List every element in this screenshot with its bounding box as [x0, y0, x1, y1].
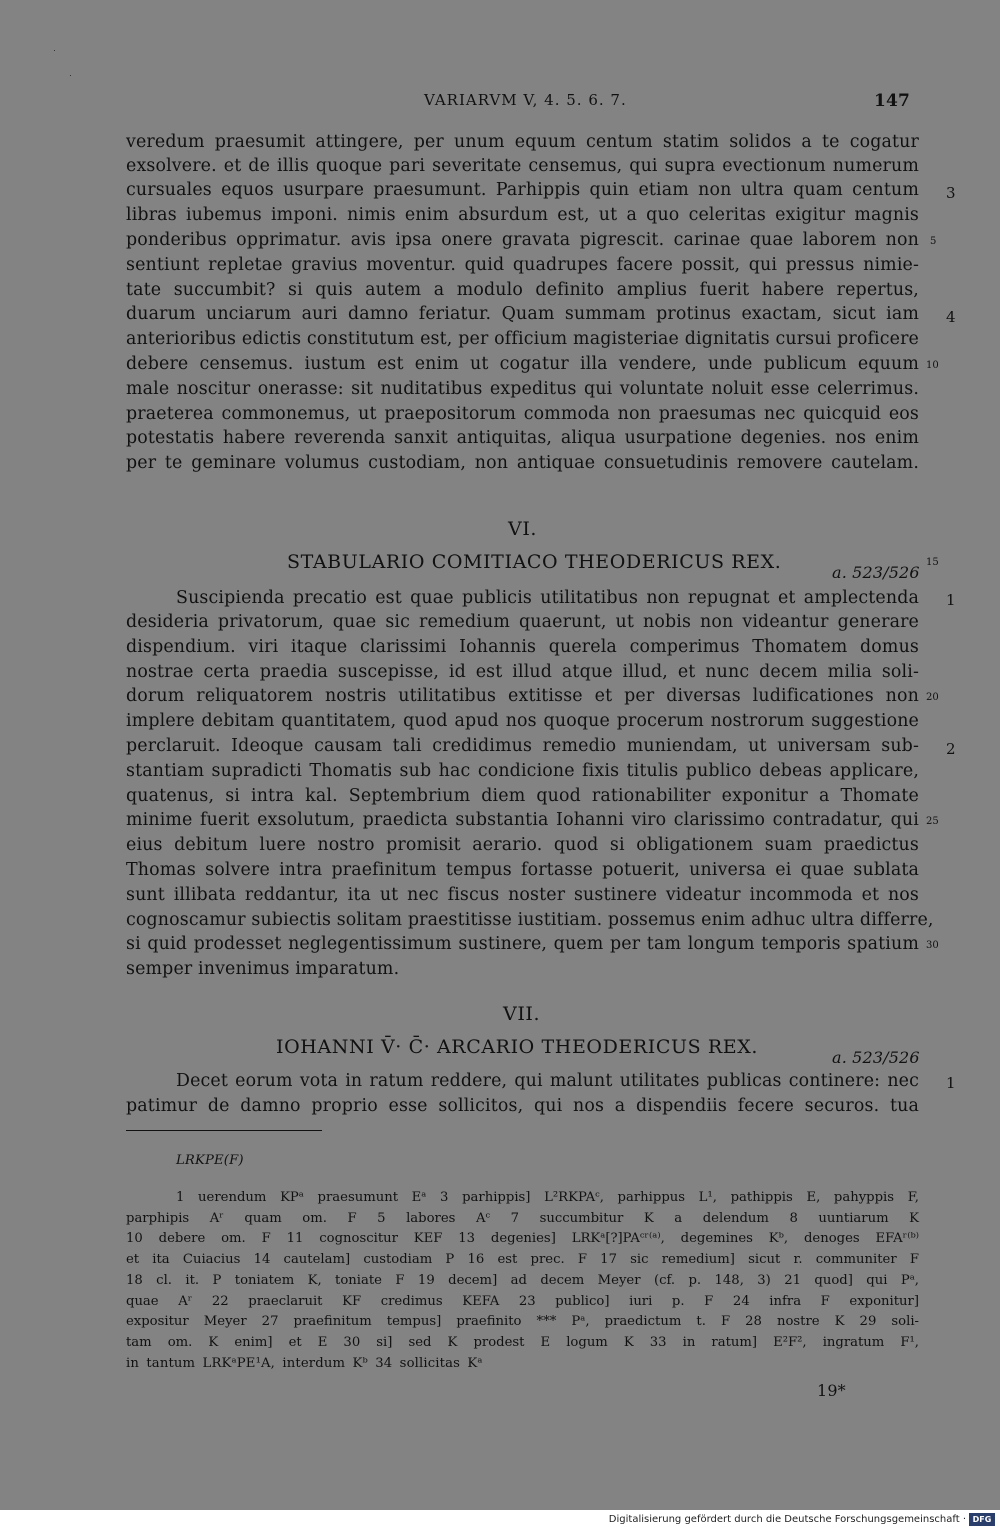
margin-line-number: 5 [930, 236, 937, 247]
dfg-logo: DFG [969, 1513, 995, 1526]
section-date: a. 523/526 [832, 563, 920, 582]
scan-speck [70, 75, 71, 76]
margin-paragraph-number: 4 [946, 308, 956, 326]
running-title: VARIARVM V, 4. 5. 6. 7. [424, 91, 627, 109]
credit-text: Digitalisierung gefördert durch die Deutsche Forschungsgemeinschaft · [608, 1514, 966, 1525]
text-line: desideria privatorum, quae sic remedium quaerunt, ut nobis non videantur generare [126, 612, 919, 632]
apparatus-line: et ita Cuiacius 14 cautelam] custodiam P 16 est prec. F 17 sic remedium] sicut r. communiter F [126, 1252, 919, 1267]
margin-line-number: 15 [926, 557, 939, 568]
text-line: Decet eorum vota in ratum reddere, qui malunt utilitates publicas continere: nec [176, 1071, 919, 1091]
text-line: eius debitum luere nostro promisit aerario. quod si obligationem suam praedictus [126, 835, 919, 855]
text-line: dispendium. viri itaque clarissimi Iohannis querela comperimus Thomatem domus [126, 637, 919, 657]
text-line: duarum unciarum auri damno feriatur. Quam summam protinus exactam, sicut iam [126, 304, 919, 324]
section-numeral: VII. [503, 1003, 541, 1025]
text-line: si quid prodesset neglegentissimum sustinere, quem per tam longum temporis spatium [126, 934, 919, 954]
margin-line-number: 30 [926, 940, 939, 951]
digitization-credit-bar [0, 1510, 1000, 1531]
apparatus-line: expositur Meyer 27 praefinitum tempus] praefinito *** Pᵃ, praedictum t. F 28 nostre K 29 soli- [126, 1314, 919, 1329]
text-line: perclaruit. Ideoque causam tali credidimus remedio muniendam, ut universam sub- [126, 736, 919, 756]
margin-paragraph-number: 1 [946, 1074, 956, 1092]
text-line: semper invenimus imparatum. [126, 959, 400, 979]
text-line: sunt illibata reddantur, ita ut nec fiscus noster sustinere videatur incommoda et nos [126, 885, 919, 905]
apparatus-line: tam om. K enim] et E 30 si] sed K prodest E logum K 33 in ratum] E²F², ingratum F¹, [126, 1335, 919, 1350]
text-line: male noscitur onerasse: sit nuditatibus expeditus qui voluntate noluit esse celerrimus. [126, 379, 919, 399]
text-line: Suscipienda precatio est quae publicis utilitatibus non repugnat et amplectenda [176, 588, 919, 608]
text-line: sentiunt repletae gravius moventur. quid quadrupes facere possit, qui pressus nimie- [126, 255, 919, 275]
margin-line-number: 25 [926, 816, 939, 827]
text-line: exsolvere. et de illis quoque pari severitate censemus, qui supra evectionum numerum [126, 156, 919, 176]
text-line: tate succumbit? si quis autem a modulo definito amplius fuerit habere repertus, [126, 280, 919, 300]
text-line: praeterea commonemus, ut praepositorum commoda non praesumas nec quicquid eos [126, 404, 919, 424]
text-line: veredum praesumit attingere, per unum equum centum statim solidos a te cogatur [126, 132, 919, 152]
apparatus-sigla: LRKPE(F) [176, 1153, 244, 1168]
text-line: dorum reliquatorem nostris utilitatibus extitisse et per diversas ludificationes non [126, 686, 919, 706]
margin-line-number: 20 [926, 692, 939, 703]
apparatus-line: in tantum LRKᵃPE¹A, interdum Kᵇ 34 sollicitas Kᵃ [126, 1356, 483, 1371]
text-line: cognoscamur subiectis solitam praestitisse iustitiam. possemus enim adhuc ultra differre, [126, 910, 934, 930]
text-line: implere debitam quantitatem, quod apud nos quoque procerum nostrorum suggestione [126, 711, 919, 731]
text-line: anterioribus edictis constitutum est, per officium magisteriae dignitatis cursui proficere [126, 329, 919, 349]
margin-line-number: 10 [926, 360, 939, 371]
text-line: per te geminare volumus custodiam, non antiquae consuetudinis removere cautelam. [126, 453, 919, 473]
apparatus-line: parphipis Aʳ quam om. F 5 labores Aᶜ 7 succumbitur K a delendum 8 uuntiarum K [126, 1211, 919, 1226]
text-line: nostrae certa praedia suscepisse, id est illud atque illud, et nunc decem milia soli- [126, 662, 919, 682]
section-title: STABULARIO COMITIACO THEODERICUS REX. [287, 551, 782, 573]
page-number: 147 [874, 91, 910, 111]
section-title: IOHANNI V̄· C̄· ARCARIO THEODERICUS REX. [276, 1036, 759, 1058]
text-line: patimur de damno proprio esse sollicitos, qui nos a dispendiis fecere securos. tua [126, 1096, 919, 1116]
text-line: potestatis habere reverenda sanxit antiquitas, aliqua usurpatione degenies. nos enim [126, 428, 919, 448]
text-line: libras iubemus imponi. nimis enim absurdum est, ut a quo celeritas exigitur magnis [126, 205, 919, 225]
margin-paragraph-number: 2 [946, 740, 956, 758]
text-line: ponderibus opprimatur. avis ipsa onere gravata pigrescit. carinae quae laborem non [126, 230, 919, 250]
apparatus-line: 10 debere om. F 11 cognoscitur KEF 13 degenies] LRKᵃ[?]PAᶜʳ⁽ᵃ⁾, degemines Kᵇ, denoges EFAʳ⁽ᵇ⁾ [126, 1231, 919, 1246]
text-line: minime fuerit exsolutum, praedicta substantia Iohanni viro clarissimo contradatur, qui [126, 810, 919, 830]
text-line: debere censemus. iustum est enim ut cogatur illa vendere, unde publicum equum [126, 354, 919, 374]
apparatus-line: quae Aʳ 22 praeclaruit KF credimus KEFA 23 publico] iuri p. F 24 infra F exponitur] [126, 1294, 919, 1309]
margin-paragraph-number: 1 [946, 591, 956, 609]
scan-speck [54, 50, 55, 51]
section-date: a. 523/526 [832, 1048, 920, 1067]
margin-paragraph-number: 3 [946, 184, 956, 202]
section-numeral: VI. [508, 518, 538, 540]
text-line: Thomas solvere intra praefinitum tempus fortasse potuerit, universa ei quae sublata [126, 860, 919, 880]
text-line: cursuales equos usurpare praesumunt. Parhippis quin etiam non ultra quam centum [126, 180, 919, 200]
signature-mark: 19* [817, 1381, 846, 1400]
text-line: quatenus, si intra kal. Septembrium diem quod rationabiliter exponitur a Thomate [126, 786, 919, 806]
apparatus-line: 1 uerendum KPᵃ praesumunt Eᵃ 3 parhippis] L²RKPAᶜ, parhippus L¹, pathippis E, pahyppis F, [176, 1190, 919, 1205]
text-line: stantiam supradicti Thomatis sub hac condicione fixis titulis publico debeas applicare, [126, 761, 919, 781]
apparatus-line: 18 cl. it. P toniatem K, toniate F 19 decem] ad decem Meyer (cf. p. 148, 3) 21 quod] qui Pᵃ, [126, 1273, 919, 1288]
footnote-rule [126, 1130, 322, 1131]
